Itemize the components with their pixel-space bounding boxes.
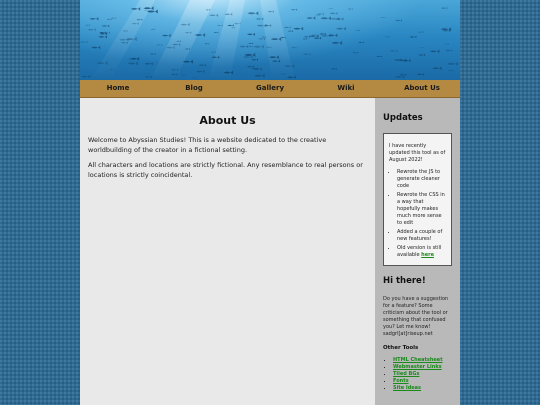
list-item [393,385,452,392]
fish-shape [303,53,311,56]
fish-shape [335,18,343,21]
fish-shape [314,37,321,40]
fish-shape [248,46,252,48]
fish-shape [306,16,315,19]
fish-shape [145,76,152,79]
fish-shape [410,36,417,39]
fish-shape [417,73,424,76]
fish-shape [284,26,290,28]
fish-shape [331,68,337,70]
fish-shape [395,19,401,21]
tool-link-webmaster-links[interactable]: Webmaster Links [393,364,442,370]
fish-shape [291,8,297,10]
fish-shape [192,77,196,79]
feedback-text: Do you have a suggestion for a feature? Some criticism about the tool or something that confused you? Let me know! sadgrl[at]riseup.net [383,296,449,337]
fish-shape [445,43,449,45]
fish-shape [81,75,89,78]
fish-shape [441,7,447,9]
fish-shape [291,47,296,49]
other-tools-heading: Other Tools [383,345,419,351]
list-item [393,371,452,378]
main-nav [80,80,460,98]
main-content [80,98,375,405]
nav-gallery[interactable]: Gallery [255,84,285,92]
fish-shape [389,50,397,53]
fish-shape [385,36,390,38]
tool-link-site-ideas[interactable]: Site Ideas [393,385,422,391]
fish-shape [156,44,162,46]
updates-heading: Updates [383,113,423,123]
fish-shape [254,74,264,78]
fish-shape [358,41,364,43]
fish-shape [355,30,359,32]
fish-shape [252,59,258,61]
fish-shape [262,36,266,38]
fish-shape [418,31,424,33]
fish-shape [209,14,218,17]
fish-shape [330,17,339,20]
fish-shape [399,73,406,76]
list-item [393,378,452,385]
fish-shape [247,11,258,15]
fish-shape [288,30,293,32]
fish-school-illustration [80,0,460,80]
fish-shape [352,52,358,54]
fish-shape [217,24,223,26]
fish-shape [418,54,425,56]
fish-shape [211,51,216,53]
fish-shape [395,75,404,79]
fish-shape [89,17,98,20]
nav-blog[interactable]: Blog [185,84,203,92]
fish-shape [181,74,185,76]
fish-shape [397,59,406,62]
fish-shape [420,47,425,49]
fish-shape [98,35,107,38]
page-container [80,0,460,405]
fish-shape [402,59,410,62]
fish-shape [128,62,138,66]
fish-shape [256,18,263,21]
tool-link-fonts[interactable]: Fonts [393,378,409,384]
fish-shape [214,32,219,34]
fish-shape [293,27,303,31]
fish-shape [258,38,265,41]
fish-shape [247,33,255,36]
fish-shape [304,36,310,38]
fish-shape [102,25,110,28]
fish-shape [199,64,206,67]
sidebar [375,98,460,405]
fish-shape [348,8,353,10]
list-item: • Rewrote the CSS in a way that hopefully makes much more sense to edit [397,192,446,227]
list-item [397,245,446,259]
hi-there-heading: Hi there! [383,276,426,286]
fish-shape [247,65,254,68]
fish-shape [91,46,100,49]
fish-shape [248,43,253,45]
fish-shape [336,27,346,31]
list-item: • Rewrote the JS to generate cleaner code [397,169,446,190]
disclaimer-paragraph: All characters and locations are strictly fictional. Any resemblance to real persons or locations is strictly coincidental. [88,161,363,179]
fish-shape [329,8,333,10]
other-tools-list [383,357,452,392]
fish-shape [430,50,440,54]
fish-shape [320,33,326,35]
fish-shape [332,41,343,45]
fish-shape [239,45,248,48]
updates-box [383,133,452,266]
fish-shape [196,70,204,73]
fish-shape [330,12,338,15]
fish-shape [85,24,90,26]
fish-shape [376,55,381,57]
fish-shape [380,17,385,19]
page-title: About Us [199,114,256,127]
tool-link-html-cheatsheet[interactable]: HTML Cheatsheet [393,357,443,363]
fish-shape [80,41,87,44]
fish-shape [445,49,451,51]
fish-shape [448,69,454,71]
fish-shape [253,45,263,49]
fish-shape [150,53,156,55]
fish-shape [87,28,95,31]
tool-link-tiled-bgs[interactable]: Tiled BGs [393,371,420,377]
old-version-text: Old version is still available [397,245,442,258]
nav-home[interactable]: Home [106,84,130,92]
list-item: • Added a couple of new features! [397,229,446,243]
header-banner [80,0,460,80]
updates-list [389,169,446,259]
intro-paragraph: Welcome to Abyssian Studies! This is a website dedicated to the creative worldbuilding of the creator in a fictional setting. [88,136,327,154]
updates-intro: I have recently updated this tool as of August 2022! [389,143,446,163]
fish-shape [205,43,210,45]
fish-shape [447,62,458,66]
old-version-link[interactable]: here [421,252,434,258]
nav-wiki[interactable]: Wiki [337,84,355,92]
fish-shape [151,28,155,30]
fish-shape [303,38,308,40]
list-item [393,364,452,371]
fish-shape [320,16,331,20]
fish-shape [111,17,116,19]
fish-shape [162,34,171,37]
nav-about-us[interactable]: About Us [404,84,440,92]
fish-shape [432,66,441,70]
fish-shape [107,18,112,20]
fish-shape [145,62,153,65]
list-item [393,357,452,364]
